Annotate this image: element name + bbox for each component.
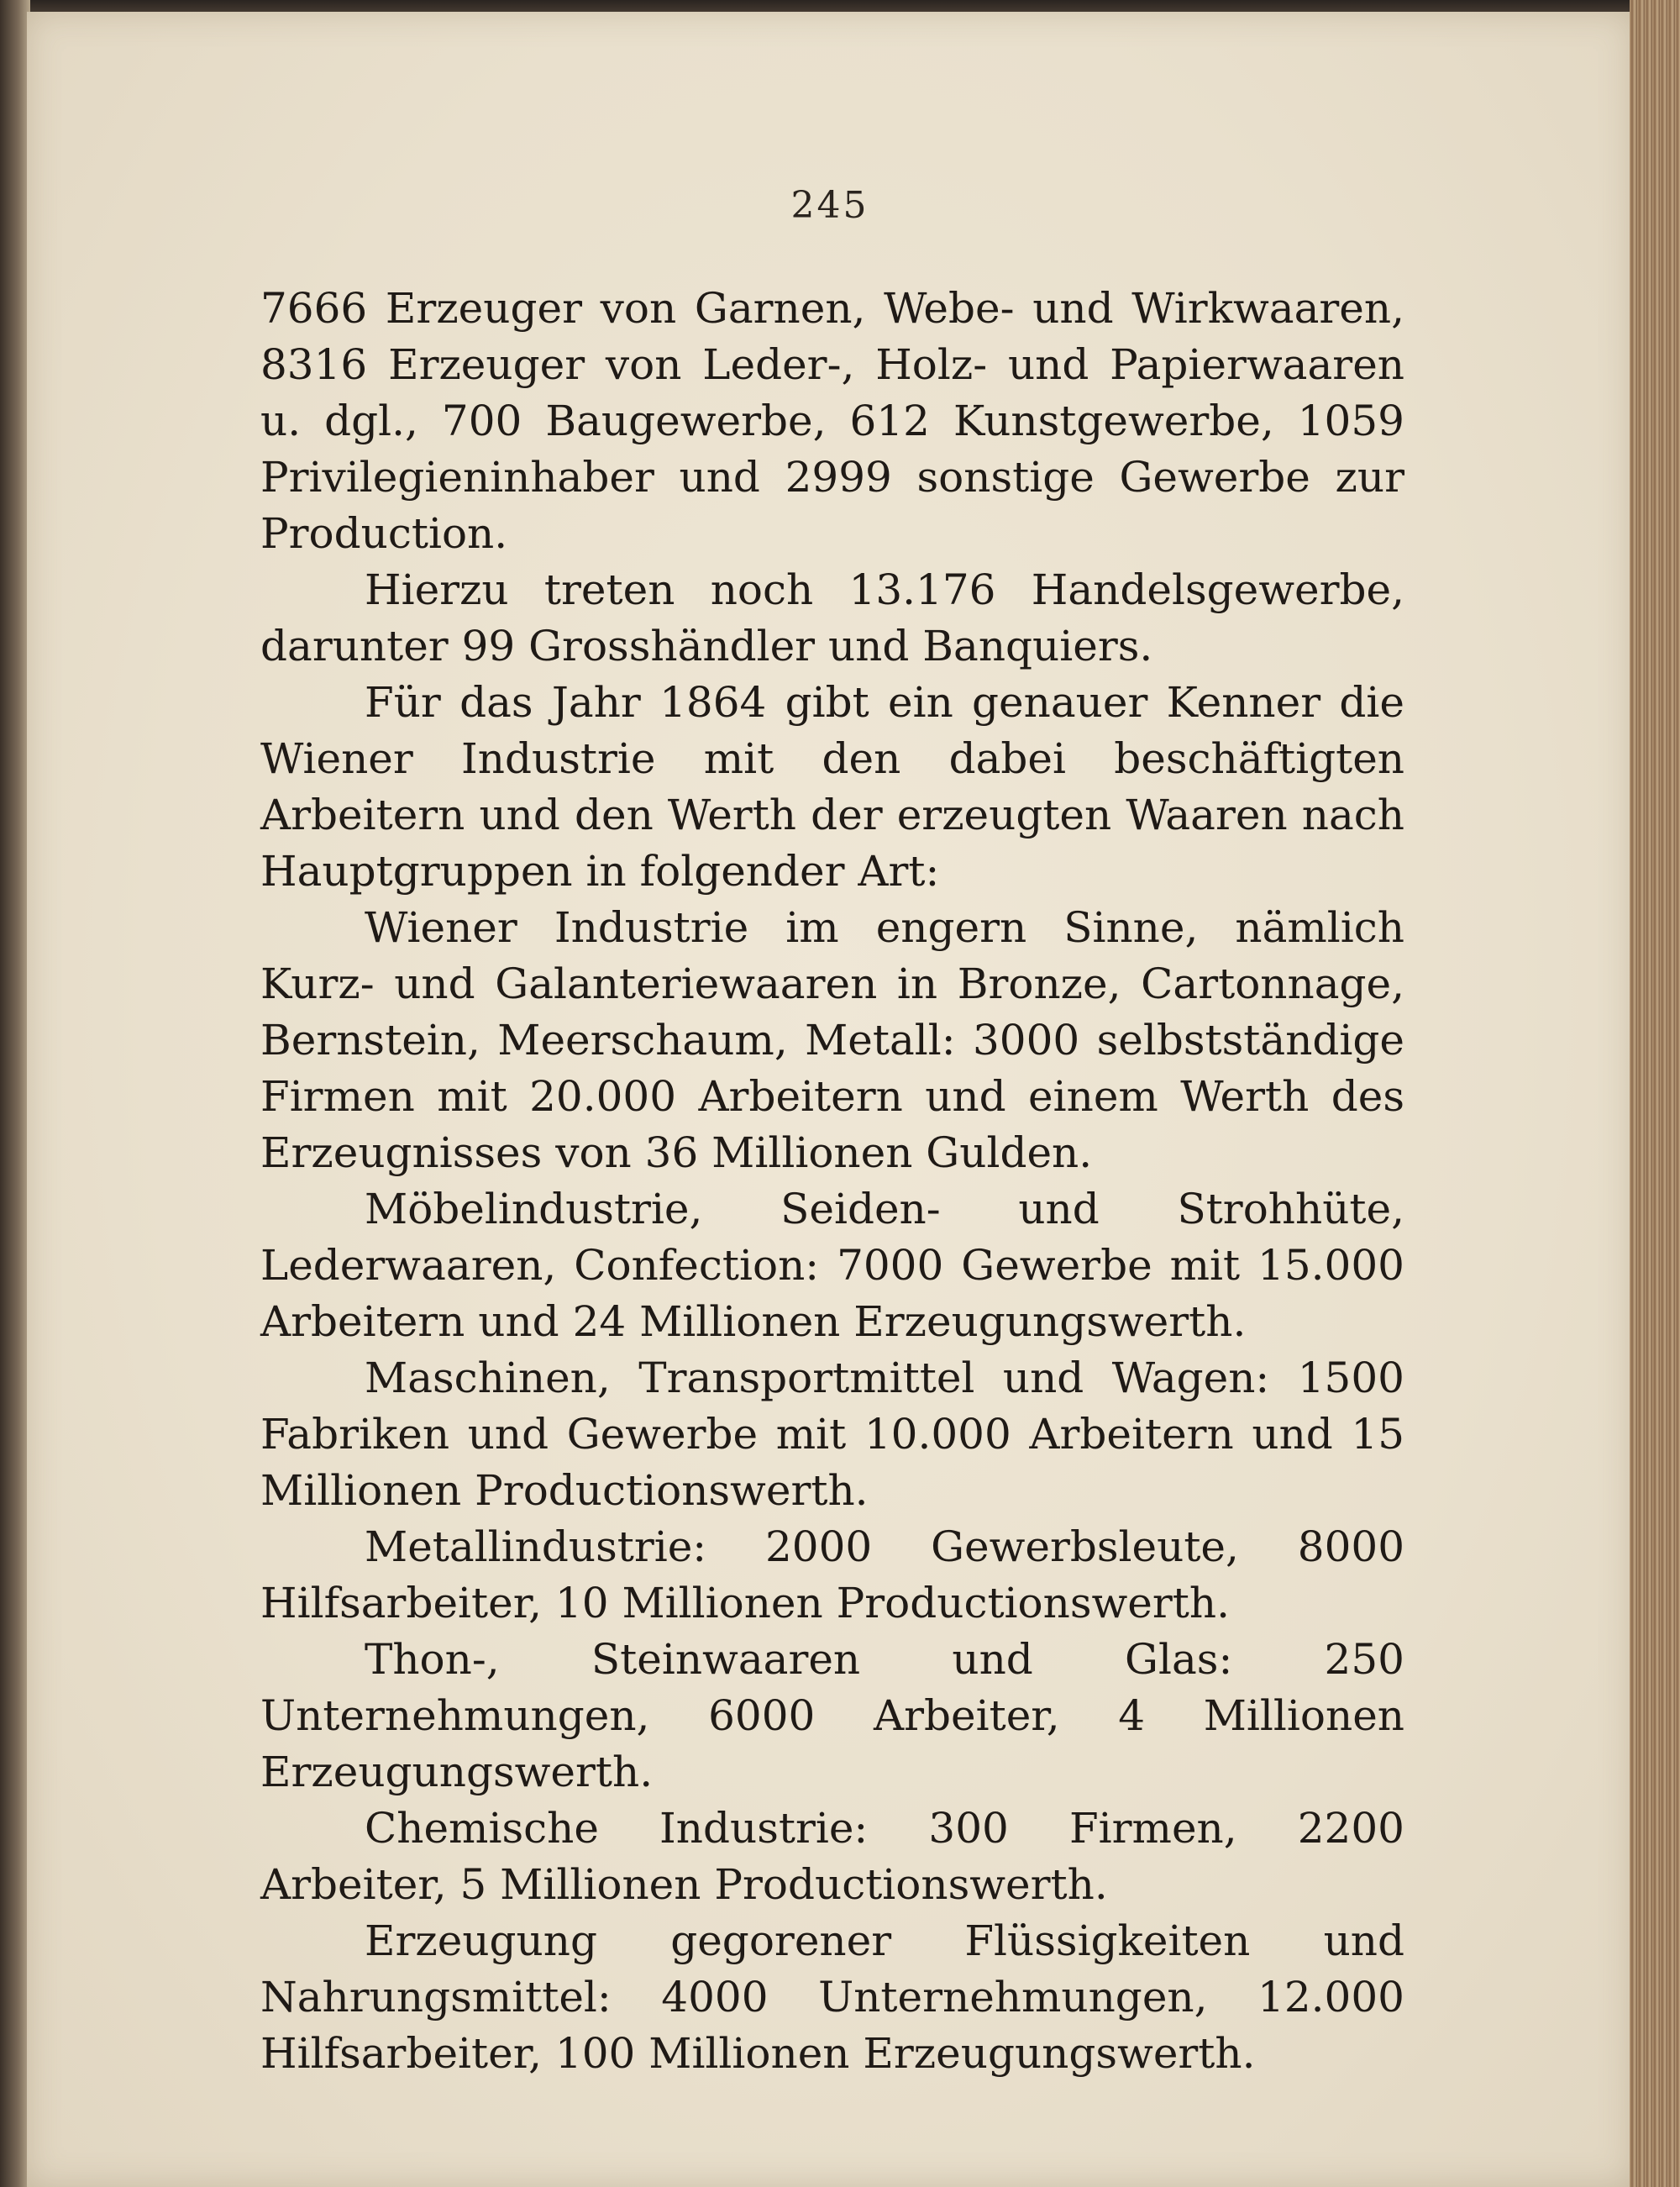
paragraph-moebelindustrie: Möbelindustrie, Seiden- und Strohhüte, Lederwaaren, Confection: 7000 Gewerbe mit 15.000 Arbeitern und 24 Millionen Erzeugungswerth. bbox=[260, 1185, 1404, 1346]
body-text bbox=[260, 281, 1404, 2082]
paragraph-chemische-industrie: Chemische Industrie: 300 Firmen, 2200 Arbeiter, 5 Millionen Productionswerth. bbox=[260, 1804, 1404, 1909]
paragraph-handelsgewerbe: Hierzu treten noch 13.176 Handelsgewerbe, darunter 99 Grosshändler und Banquiers. bbox=[260, 565, 1404, 670]
paragraph-wiener-industrie: Wiener Industrie im engern Sinne, nämlich Kurz- und Galanteriewaaren in Bronze, Cartonnage, Bernstein, Meerschaum, Metall: 3000 selbstständige Firmen mit 20.000 Arbeitern und einem Werth des Erzeugnisses von 36 Millionen Gulden. bbox=[260, 903, 1404, 1177]
book-page bbox=[27, 12, 1633, 2187]
paragraph-jahr-1864: Für das Jahr 1864 gibt ein genauer Kenner die Wiener Industrie mit den dabei beschäftigten Arbeitern und den Werth der erzeugten Waaren nach Hauptgruppen in folgender Art: bbox=[260, 678, 1404, 896]
scan-border-left bbox=[0, 0, 30, 2187]
paragraph-thon-stein-glas: Thon-, Steinwaaren und Glas: 250 Unternehmungen, 6000 Arbeiter, 4 Millionen Erzeugungswerth. bbox=[260, 1635, 1404, 1796]
paragraph-continuation: 7666 Erzeuger von Garnen, Webe- und Wirkwaaren, 8316 Erzeuger von Leder-, Holz- und Papierwaaren u. dgl., 700 Baugewerbe, 612 Kunstgewerbe, 1059 Privilegieninhaber und 2999 sonstige Gewerbe zur Production. bbox=[260, 284, 1404, 558]
paragraph-maschinen: Maschinen, Transportmittel und Wagen: 1500 Fabriken und Gewerbe mit 10.000 Arbeitern und 15 Millionen Productionswerth. bbox=[260, 1354, 1404, 1515]
paragraph-nahrungsmittel: Erzeugung gegorener Flüssigkeiten und Nahrungsmittel: 4000 Unternehmungen, 12.000 Hilfsarbeiter, 100 Millionen Erzeugungswerth. bbox=[260, 1916, 1404, 2078]
book-page-edges bbox=[1630, 0, 1680, 2187]
page-number: 245 bbox=[790, 184, 869, 227]
paragraph-metallindustrie: Metallindustrie: 2000 Gewerbsleute, 8000 Hilfsarbeiter, 10 Millionen Productionswerth. bbox=[260, 1522, 1404, 1627]
